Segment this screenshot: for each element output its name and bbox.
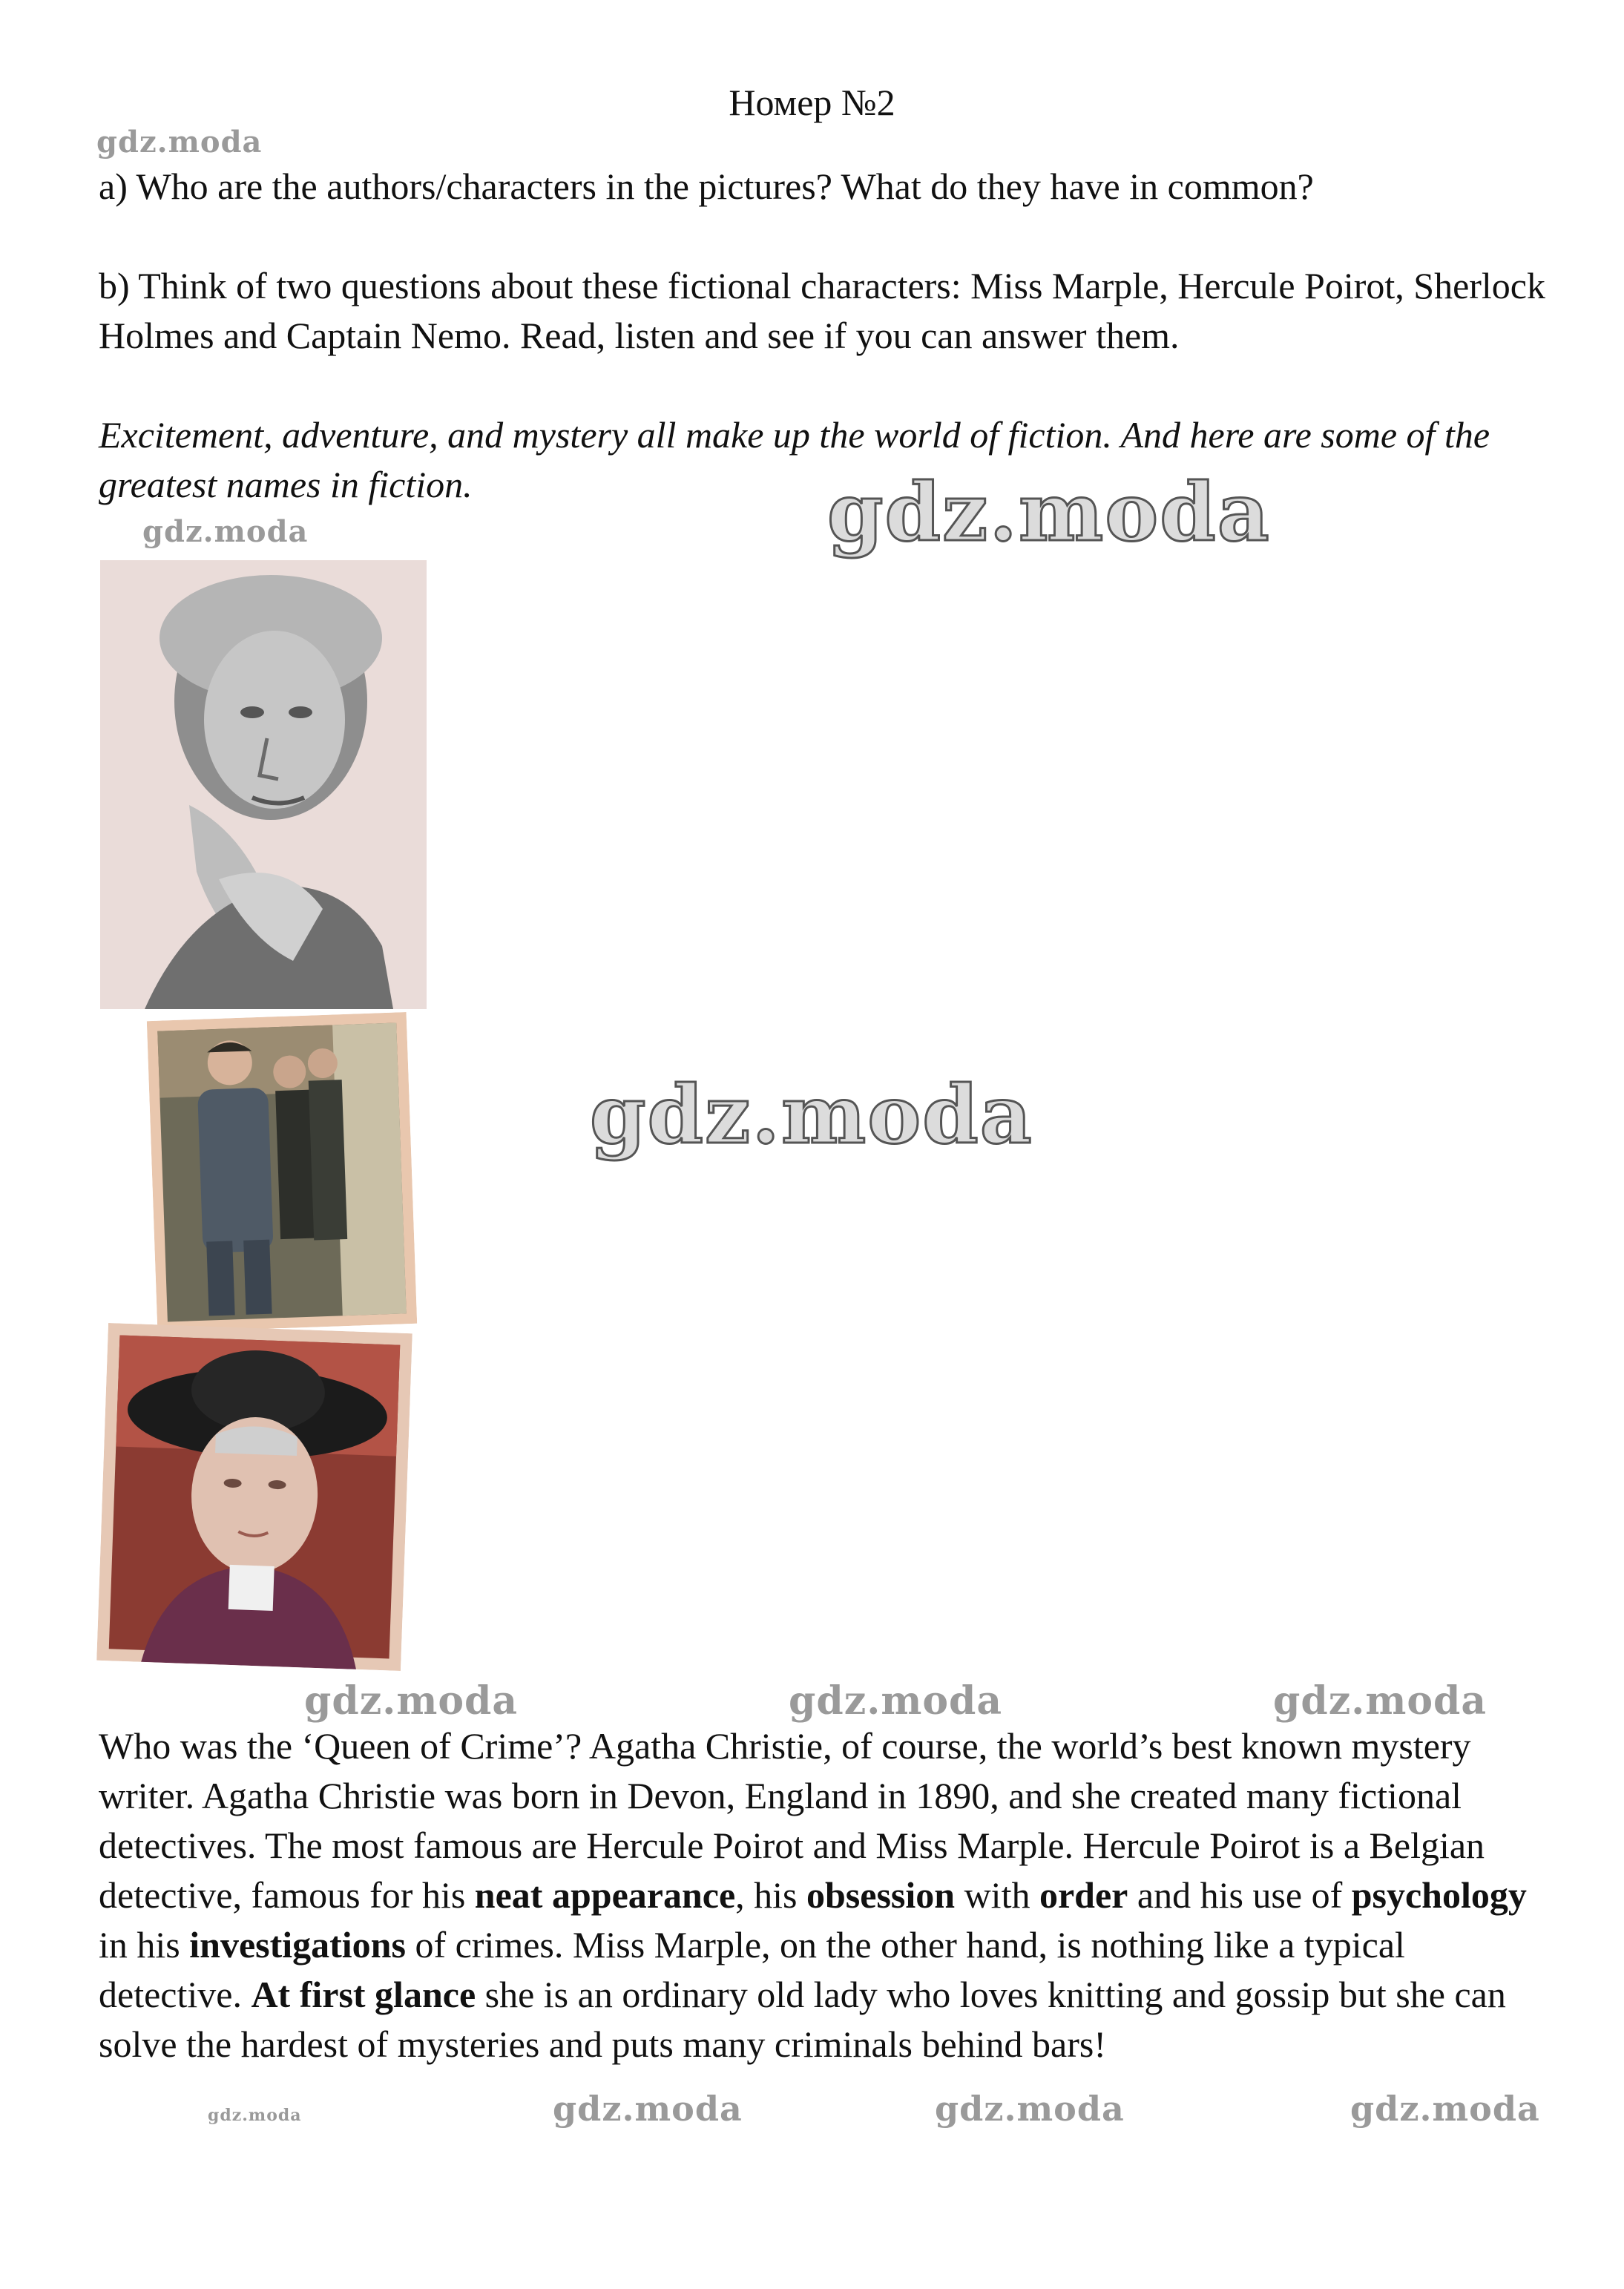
keyword-neat-appearance: neat appearance: [474, 1874, 736, 1916]
watermark: gdz.moda: [96, 125, 263, 160]
keyword-investigations: investigations: [189, 1924, 406, 1965]
watermark-large: gdz.moda: [827, 466, 1271, 559]
watermark-large: gdz.moda: [590, 1068, 1033, 1162]
watermark: gdz.moda: [789, 1678, 1003, 1724]
article-text-part: with: [955, 1874, 1039, 1916]
article-text-part: Who was the ‘Queen of Crime’? Agatha Christie, of course, the world’s best known mystery writer. Agatha Christie was born in Devon, England in 1890, and she created many fictional detectives. The most famous are Hercule Poirot and Miss Marple. Hercule Poirot is a Belgian detective, famous for his: [99, 1725, 1485, 1916]
watermark: gdz.moda: [142, 514, 309, 549]
keyword-obsession: obsession: [806, 1874, 956, 1916]
watermark-small: gdz.moda: [208, 2106, 302, 2125]
agatha-christie-portrait-icon: [100, 560, 427, 1009]
miss-marple-photo-icon: [96, 1323, 412, 1671]
watermark: gdz.moda: [935, 2089, 1125, 2129]
article-text: [99, 1721, 1553, 2069]
question-a: a) Who are the authors/characters in the pictures? What do they have in common?: [99, 165, 1314, 207]
article-text-part: in his: [99, 1924, 190, 1965]
keyword-order: order: [1039, 1874, 1128, 1916]
watermark: gdz.moda: [1350, 2089, 1540, 2129]
watermark: gdz.moda: [1273, 1678, 1487, 1724]
watermark: gdz.moda: [304, 1678, 519, 1724]
keyword-psychology: psychology: [1351, 1874, 1527, 1916]
watermark: gdz.moda: [553, 2089, 743, 2129]
article-text-part: she is an ordinary old lady who loves knitting and gossip but she can solve the hardest of mysteries and puts many criminals behind bars!: [99, 1974, 1506, 2065]
page-title: Номер №2: [729, 82, 895, 123]
intro-text: Excitement, adventure, and mystery all make up the world of fiction. And here are some of the greatest names in fiction.: [99, 414, 1490, 505]
article-text-part: and his use of: [1128, 1874, 1352, 1916]
question-b: b) Think of two questions about these fictional characters: Miss Marple, Hercule Poirot, Sherlock Holmes and Captain Nemo. Read, listen and see if you can answer them.: [99, 265, 1545, 356]
keyword-at-first-glance: At first glance: [251, 1974, 476, 2015]
article-text-part: of crimes. Miss Marple, on the other hand, is nothing like a typical detective.: [99, 1924, 1405, 2015]
hercule-poirot-photo-icon: [147, 1012, 417, 1333]
article-text-part: , his: [735, 1874, 806, 1916]
